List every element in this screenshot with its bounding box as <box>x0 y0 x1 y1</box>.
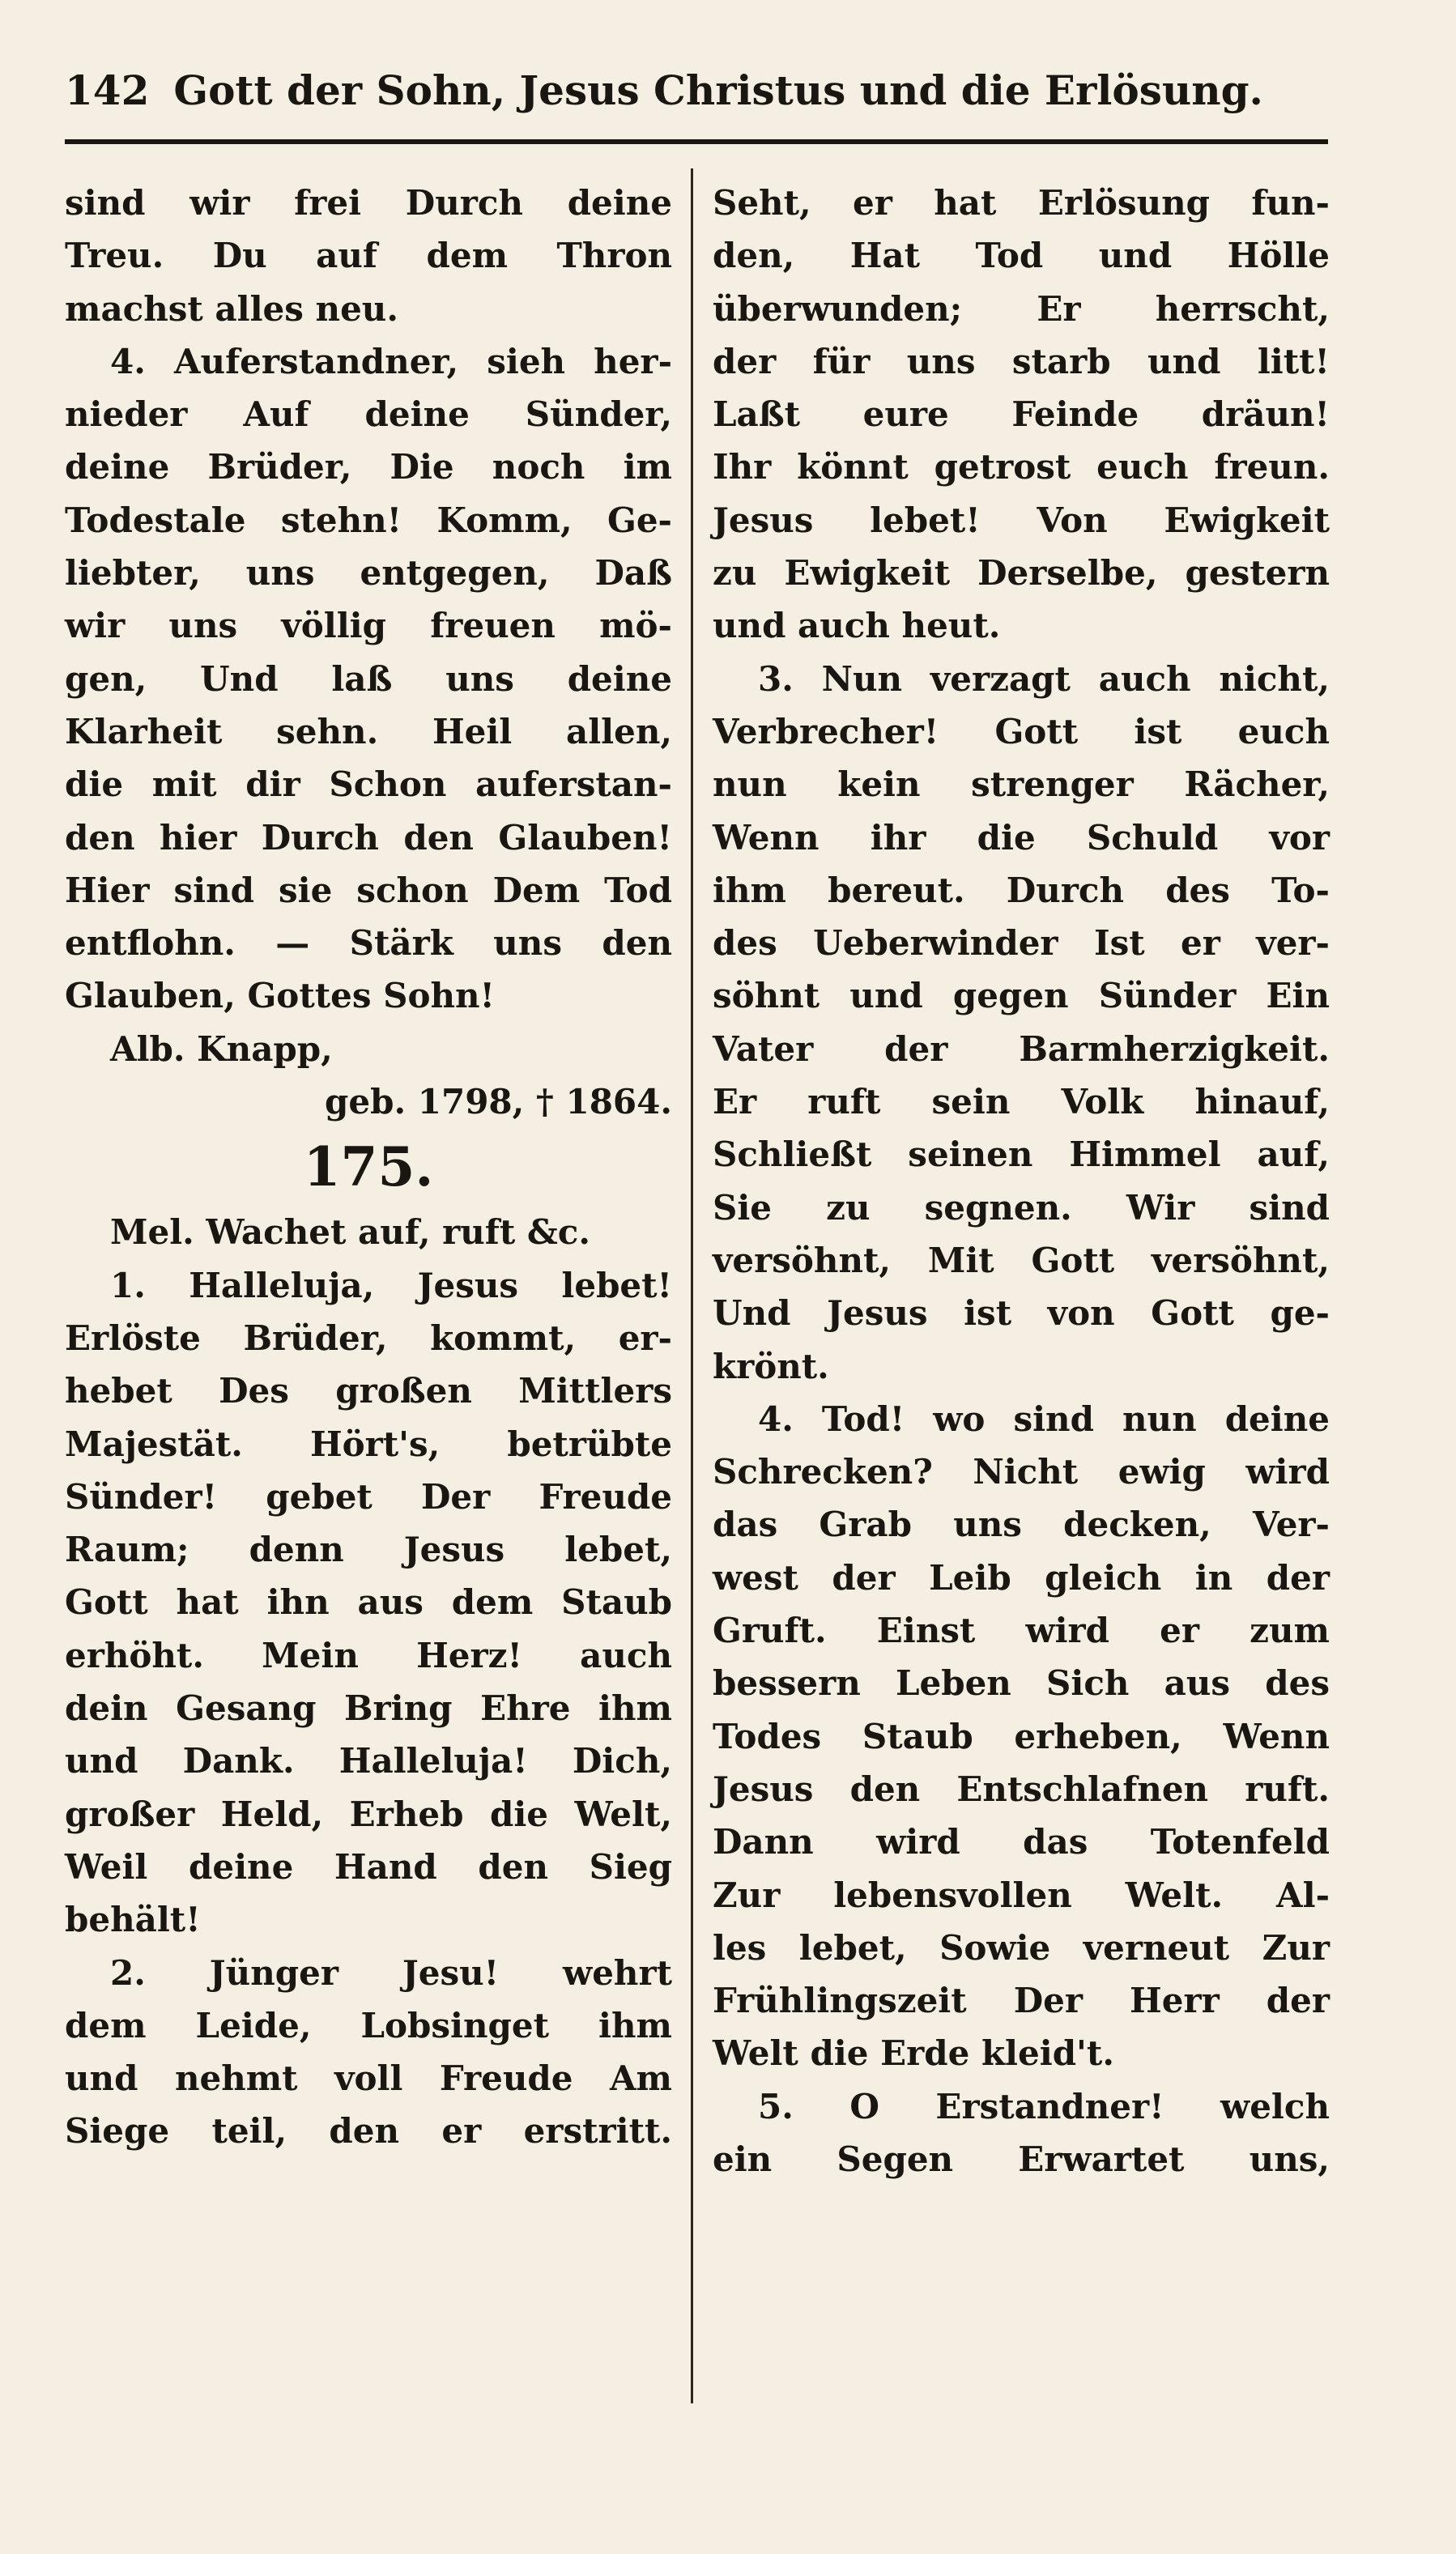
text-line: wir uns völlig freuen mö- <box>65 606 672 646</box>
text-line: Raum; denn Jesus lebet, <box>65 1530 672 1570</box>
text-line: Seht, er hat Erlösung fun- <box>713 183 1330 223</box>
verse-start-line: 3. Nun verzagt auch nicht, <box>758 658 1330 699</box>
text-line: Wenn ihr die Schuld vor <box>713 817 1330 858</box>
text-line: versöhnt, Mit Gott versöhnt, <box>713 1240 1330 1280</box>
verse-start-line: 2. Jünger Jesu! wehrt <box>110 1952 672 1993</box>
text-line: Frühlingszeit Der Herr der <box>713 1981 1330 2021</box>
text-line: Erlöste Brüder, kommt, er- <box>65 1317 672 1358</box>
text-line: Treu. Du auf dem Thron <box>65 236 672 276</box>
text-line: dem Leide, Lobsinget ihm <box>65 2005 672 2045</box>
verse-start-line: 5. O Erstandner! welch <box>758 2086 1330 2126</box>
text-line: söhnt und gegen Sünder Ein <box>713 976 1330 1016</box>
running-title: Gott der Sohn, Jesus Christus und die Erlösung. <box>173 66 1263 114</box>
text-line: Sie zu segnen. Wir sind <box>713 1187 1330 1228</box>
text-line: Jesus den Entschlafnen ruft. <box>713 1769 1330 1809</box>
text-line: Todestale stehn! Komm, Ge- <box>65 500 672 540</box>
verse-start-line: 4. Tod! wo sind nun deine <box>758 1398 1330 1439</box>
text-line: behält! <box>65 1900 201 1940</box>
text-line: krönt. <box>713 1346 829 1386</box>
verse-start-line: 4. Auferstandner, sieh her- <box>110 341 672 381</box>
text-line: Verbrecher! Gott ist euch <box>713 711 1330 751</box>
column-divider <box>691 168 693 2403</box>
text-line: Gott hat ihn aus dem Staub <box>65 1582 672 1623</box>
text-line: ein Segen Erwartet uns, <box>713 2139 1330 2179</box>
text-line: dein Gesang Bring Ehre ihm <box>65 1688 672 1729</box>
text-line: Jesus lebet! Von Ewigkeit <box>713 500 1330 540</box>
text-line: Welt die Erde kleid't. <box>713 2033 1114 2074</box>
text-line: erhöht. Mein Herz! auch <box>65 1635 672 1675</box>
text-line: Und Jesus ist von Gott ge- <box>713 1293 1330 1334</box>
text-line: Schließt seinen Himmel auf, <box>713 1134 1330 1175</box>
text-line: bessern Leben Sich aus des <box>713 1663 1330 1704</box>
text-line: gen, Und laß uns deine <box>65 658 672 699</box>
right-column <box>713 177 1330 2411</box>
text-line: des Ueberwinder Ist er ver- <box>713 923 1330 964</box>
text-line: Ihr könnt getrost euch freun. <box>713 447 1330 487</box>
header-rule <box>65 139 1328 144</box>
text-line: nieder Auf deine Sünder, <box>65 394 672 435</box>
text-line: Vater der Barmherzigkeit. <box>713 1028 1330 1069</box>
text-line: west der Leib gleich in der <box>713 1557 1330 1598</box>
text-line: und auch heut. <box>713 606 1001 646</box>
text-line: der für uns starb und litt! <box>713 341 1330 381</box>
text-line: zu Ewigkeit Derselbe, gestern <box>713 553 1330 594</box>
text-line: sind wir frei Durch deine <box>65 183 672 223</box>
text-line: nun kein strenger Rächer, <box>713 764 1330 805</box>
text-line: liebter, uns entgegen, Daß <box>65 553 672 594</box>
text-line: Gruft. Einst wird er zum <box>713 1611 1330 1651</box>
text-line: Zur lebensvollen Welt. Al- <box>713 1875 1330 1915</box>
author-dates: geb. 1798, † 1864. <box>325 1082 672 1122</box>
text-line: Siege teil, den er erstritt. <box>65 2111 672 2152</box>
text-line: großer Held, Erheb die Welt, <box>65 1794 672 1834</box>
text-line: überwunden; Er herrscht, <box>713 288 1330 329</box>
page-number: 142 <box>65 66 150 114</box>
text-line: Majestät. Hört's, betrübte <box>65 1424 672 1464</box>
text-line: Schrecken? Nicht ewig wird <box>713 1452 1330 1492</box>
author-name: Alb. Knapp, <box>110 1028 333 1069</box>
page-header <box>65 66 1328 123</box>
text-line: Sünder! gebet Der Freude <box>65 1476 672 1517</box>
text-line: les lebet, Sowie verneut Zur <box>713 1927 1330 1968</box>
text-line: Laßt eure Feinde dräun! <box>713 394 1330 435</box>
melody-line: Mel. Wachet auf, ruft &c. <box>110 1212 591 1253</box>
text-line: Klarheit sehn. Heil allen, <box>65 711 672 751</box>
left-column <box>65 177 672 2411</box>
text-line: und Dank. Halleluja! Dich, <box>65 1741 672 1781</box>
text-line: den, Hat Tod und Hölle <box>713 236 1330 276</box>
text-line: entflohn. — Stärk uns den <box>65 923 672 964</box>
text-line: deine Brüder, Die noch im <box>65 447 672 487</box>
text-line: Er ruft sein Volk hinauf, <box>713 1082 1330 1122</box>
text-line: die mit dir Schon auferstan- <box>65 764 672 805</box>
text-line: machst alles neu. <box>65 288 398 329</box>
text-line: Weil deine Hand den Sieg <box>65 1846 672 1887</box>
verse-start-line: 1. Halleluja, Jesus lebet! <box>110 1265 672 1305</box>
text-line: und nehmt voll Freude Am <box>65 2058 672 2099</box>
hymn-number: 175. <box>303 1135 434 1199</box>
text-line: Hier sind sie schon Dem Tod <box>65 870 672 910</box>
text-line: das Grab uns decken, Ver- <box>713 1505 1330 1545</box>
text-line: Glauben, Gottes Sohn! <box>65 976 495 1016</box>
text-line: Dann wird das Totenfeld <box>713 1822 1330 1862</box>
text-line: Todes Staub erheben, Wenn <box>713 1716 1330 1756</box>
text-line: ihm bereut. Durch des To- <box>713 870 1330 910</box>
text-line: den hier Durch den Glauben! <box>65 817 672 858</box>
text-line: hebet Des großen Mittlers <box>65 1371 672 1411</box>
